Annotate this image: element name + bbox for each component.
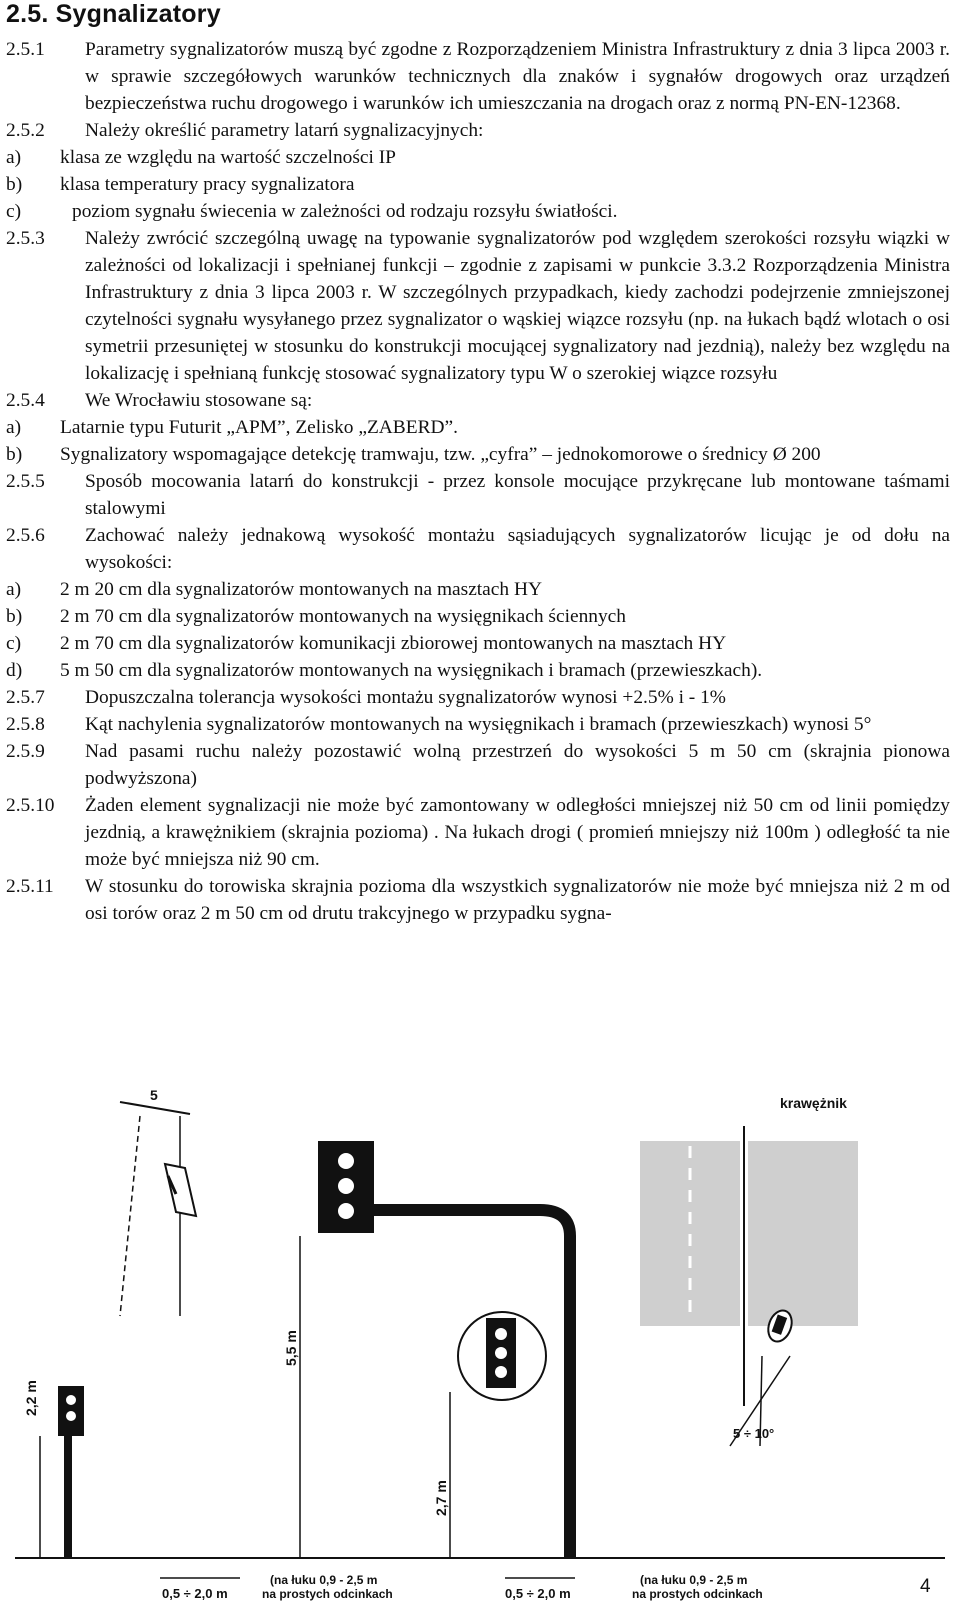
paragraph	[0, 441, 950, 468]
paragraph-list	[0, 36, 950, 927]
page-number: 4	[920, 1576, 931, 1597]
paragraph-number: a)	[6, 147, 22, 168]
paragraph-number: 2.5.4	[6, 390, 45, 411]
paragraph-number: b)	[6, 174, 23, 195]
paragraph-text: Sposób mocowania latarń do konstrukcji - przez konsole mocujące przykręcane lub montowane taśmami stalowymi	[85, 471, 950, 519]
note-left-2: na prostych odcinkach	[262, 1587, 393, 1601]
paragraph-number: 2.5.7	[6, 687, 45, 708]
note-left-1: (na łuku 0,9 - 2,5 m	[270, 1573, 378, 1587]
paragraph	[0, 576, 950, 603]
paragraph	[0, 36, 950, 117]
paragraph	[0, 792, 950, 873]
paragraph	[0, 171, 950, 198]
note-right-1: (na łuku 0,9 - 2,5 m	[640, 1573, 748, 1587]
paragraph	[0, 225, 950, 387]
paragraph-text: Nad pasami ruchu należy pozostawić wolną przestrzeń do wysokości 5 m 50 cm (skrajnia pionowa podwyższona)	[85, 741, 950, 789]
height-label-27: 2,7 m	[433, 1480, 449, 1516]
paragraph-text: Należy zwrócić szczególną uwagę na typowanie sygnalizatorów pod względem szerokości rozsyłu wiązki w zależności od lokalizacji i spełnianej funkcji – zgodnie z zapisami w punkcie 3.3.2 Rozporządzenia Ministra Infrastruktury z dnia 3 lipca 2003 r. W szczególnych przypadkach, kiedy zachodzi podejrzenie zmniejszonej czytelności sygnału wysyłanego przez sygnalizator o wąskiej wiązce rozsyłu (np. na łukach bądź wlotach o osi symetrii przesuniętej w stosunku do konstrukcji mocującej sygnalizatory nad jezdnią), należy bez względu na lokalizację i spełnianą funkcję stosować sygnalizatory typu W o szerokiej wiązce rozsyłu	[85, 228, 950, 384]
mast-signal-hy	[58, 1386, 84, 1558]
paragraph-text: 2 m 70 cm dla sygnalizatorów komunikacji zbiorowej montowanych na masztach HY	[60, 633, 727, 654]
paragraph-number: 2.5.3	[6, 228, 45, 249]
paragraph-number: 2.5.6	[6, 525, 45, 546]
paragraph	[0, 630, 950, 657]
height-label-55: 5,5 m	[283, 1330, 299, 1366]
paragraph	[0, 522, 950, 576]
road-plan-view	[640, 1126, 858, 1446]
pole-signal-27	[458, 1312, 546, 1400]
tilted-signal-detail	[120, 1102, 196, 1316]
paragraph	[0, 711, 950, 738]
paragraph-text: Sygnalizatory wspomagające detekcję tramwaju, tzw. „cyfra” – jednokomorowe o średnicy Ø 200	[60, 444, 821, 465]
paragraph	[0, 387, 950, 414]
paragraph-text: Latarnie typu Futurit „APM”, Zelisko „ZABERD”.	[60, 417, 458, 438]
paragraph-number: 2.5.2	[6, 120, 45, 141]
paragraph-text: Kąt nachylenia sygnalizatorów montowanych na wysięgnikach i bramach (przewieszkach) wynosi 5°	[85, 714, 872, 735]
paragraph-number: 2.5.1	[6, 39, 45, 60]
kraweznik-label: krawężnik	[780, 1095, 847, 1111]
paragraph-number: b)	[6, 606, 23, 627]
paragraph	[0, 117, 950, 144]
paragraph-text: W stosunku do torowiska skrajnia pozioma dla wszystkich sygnalizatorów nie może być mniejsza niż 2 m od osi torów oraz 2 m 50 cm od drutu trakcyjnego w przypadku sygna-	[85, 876, 950, 924]
paragraph	[0, 684, 950, 711]
paragraph	[0, 657, 950, 684]
paragraph-number: a)	[6, 579, 22, 600]
distance-label-left: 0,5 ÷ 2,0 m	[162, 1586, 228, 1601]
distance-label-mid: 0,5 ÷ 2,0 m	[505, 1586, 571, 1601]
height-label-22: 2,2 m	[23, 1380, 39, 1416]
paragraph-text: 2 m 20 cm dla sygnalizatorów montowanych na masztach HY	[60, 579, 542, 600]
section-title: 2.5. Sygnalizatory	[6, 0, 221, 28]
paragraph	[0, 873, 950, 927]
paragraph	[0, 738, 950, 792]
paragraph-number: 2.5.11	[6, 876, 54, 897]
paragraph-text: Żaden element sygnalizacji nie może być zamontowany w odległości mniejszej niż 50 cm od linii pomiędzy jezdnią, a krawężnikiem (skrajnia pozioma) . Na łukach drogi ( promień mniejszy niż 100m ) odległość ta nie może być mniejsza niż 90 cm.	[85, 795, 950, 870]
note-right-2: na prostych odcinkach	[632, 1587, 763, 1601]
paragraph	[0, 468, 950, 522]
tilt-label: 5	[150, 1087, 158, 1103]
paragraph-text: Zachować należy jednakową wysokość montażu sąsiadujących sygnalizatorów licując je od dołu na wysokości:	[85, 525, 950, 573]
paragraph-text: 5 m 50 cm dla sygnalizatorów montowanych na wysięgnikach i bramach (przewieszkach).	[60, 660, 763, 681]
paragraph-number: c)	[6, 201, 22, 222]
paragraph-text: klasa ze względu na wartość szczelności IP	[60, 147, 396, 168]
paragraph-number: d)	[6, 660, 23, 681]
signal-mounting-figure	[0, 1086, 960, 1614]
paragraph	[0, 414, 950, 441]
paragraph-number: 2.5.9	[6, 741, 45, 762]
paragraph-number: 2.5.8	[6, 714, 45, 735]
paragraph	[0, 603, 950, 630]
paragraph-number: a)	[6, 417, 22, 438]
paragraph-number: b)	[6, 444, 23, 465]
paragraph-number: 2.5.5	[6, 471, 45, 492]
paragraph-text: klasa temperatury pracy sygnalizatora	[60, 174, 355, 195]
paragraph	[0, 198, 950, 225]
paragraph-text: Parametry sygnalizatorów muszą być zgodne z Rozporządzeniem Ministra Infrastruktury z dnia 3 lipca 2003 r. w sprawie szczegółowych warunków technicznych dla znaków i sygnałów drogowych oraz urządzeń bezpieczeństwa ruchu drogowego i warunków ich umieszczania na drogach oraz z normą PN-EN-12368.	[85, 39, 950, 114]
angle-label: 5 ÷ 10°	[733, 1426, 775, 1441]
paragraph-number: 2.5.10	[6, 795, 55, 816]
paragraph-text: poziom sygnału świecenia w zależności od rodzaju rozsyłu światłości.	[72, 201, 618, 222]
paragraph-text: Należy określić parametry latarń sygnalizacyjnych:	[85, 120, 484, 141]
paragraph-text: We Wrocławiu stosowane są:	[85, 390, 313, 411]
paragraph	[0, 144, 950, 171]
paragraph-number: c)	[6, 633, 22, 654]
paragraph-text: 2 m 70 cm dla sygnalizatorów montowanych na wysięgnikach ściennych	[60, 606, 626, 627]
paragraph-text: Dopuszczalna tolerancja wysokości montażu sygnalizatorów wynosi +2.5% i - 1%	[85, 687, 726, 708]
